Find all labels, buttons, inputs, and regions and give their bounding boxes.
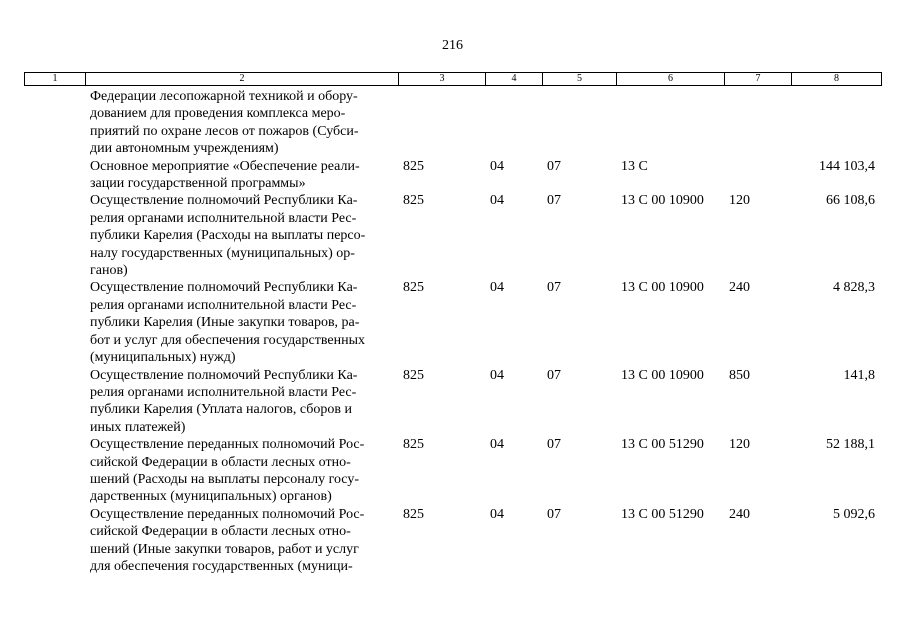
row-amount: 66 108,6 bbox=[826, 193, 875, 209]
column-number-8: 8 bbox=[792, 73, 882, 86]
row-section: 04 bbox=[490, 193, 504, 209]
budget-table-body bbox=[24, 88, 881, 575]
row-subsection: 07 bbox=[547, 193, 561, 209]
row-subsection: 07 bbox=[547, 367, 561, 383]
row-subsection: 07 bbox=[547, 158, 561, 174]
row-ministry-code: 825 bbox=[403, 506, 424, 522]
table-row bbox=[24, 88, 881, 158]
row-target-article: 13 С bbox=[621, 158, 648, 174]
row-ministry-code: 825 bbox=[403, 193, 424, 209]
column-number-1: 1 bbox=[25, 73, 86, 86]
row-expense-type: 120 bbox=[729, 193, 750, 209]
row-description: Осуществление переданных полномочий Рос- сийской Федерации в области лесных отно- шений (Расходы на выплаты персоналу госу- дарственных (муниципальных) органов) bbox=[90, 437, 365, 505]
row-description: Осуществление полномочий Республики Ка- релия органами исполнительной власти Рес- публики Карелия (Уплата налогов, сборов и иных платежей) bbox=[90, 367, 358, 435]
row-target-article: 13 С 00 10900 bbox=[621, 367, 704, 383]
row-amount: 5 092,6 bbox=[833, 506, 875, 522]
table-row bbox=[24, 192, 881, 279]
row-ministry-code: 825 bbox=[403, 280, 424, 296]
row-target-article: 13 С 00 51290 bbox=[621, 506, 704, 522]
row-target-article: 13 С 00 10900 bbox=[621, 280, 704, 296]
row-section: 04 bbox=[490, 437, 504, 453]
row-target-article: 13 С 00 10900 bbox=[621, 193, 704, 209]
row-ministry-code: 825 bbox=[403, 158, 424, 174]
row-section: 04 bbox=[490, 506, 504, 522]
row-expense-type: 120 bbox=[729, 437, 750, 453]
table-row bbox=[24, 367, 881, 437]
row-section: 04 bbox=[490, 367, 504, 383]
row-ministry-code: 825 bbox=[403, 367, 424, 383]
table-row bbox=[24, 436, 881, 506]
row-subsection: 07 bbox=[547, 506, 561, 522]
column-number-5: 5 bbox=[543, 73, 617, 86]
column-number-6: 6 bbox=[617, 73, 725, 86]
column-number-header bbox=[24, 72, 882, 86]
row-section: 04 bbox=[490, 280, 504, 296]
row-subsection: 07 bbox=[547, 280, 561, 296]
row-expense-type: 240 bbox=[729, 506, 750, 522]
row-description: Федерации лесопожарной техникой и обору- дованием для проведения комплекса меро- приятий по охране лесов от пожаров (Субси- дии автономным учреждениям) bbox=[90, 89, 359, 157]
row-description: Основное мероприятие «Обеспечение реали- зации государственной программы» bbox=[90, 158, 360, 192]
column-number-4: 4 bbox=[486, 73, 543, 86]
column-number-2: 2 bbox=[86, 73, 399, 86]
row-amount: 141,8 bbox=[843, 367, 875, 383]
row-amount: 52 188,1 bbox=[826, 437, 875, 453]
column-number-7: 7 bbox=[725, 73, 792, 86]
row-target-article: 13 С 00 51290 bbox=[621, 437, 704, 453]
table-row bbox=[24, 158, 881, 193]
row-amount: 4 828,3 bbox=[833, 280, 875, 296]
row-description: Осуществление полномочий Республики Ка- релия органами исполнительной власти Рес- публики Карелия (Расходы на выплаты персо- налу государственных (муниципальных) ор- ганов) bbox=[90, 193, 366, 279]
row-amount: 144 103,4 bbox=[819, 158, 875, 174]
table-row bbox=[24, 279, 881, 366]
row-expense-type: 240 bbox=[729, 280, 750, 296]
row-expense-type: 850 bbox=[729, 367, 750, 383]
table-row bbox=[24, 506, 881, 576]
row-ministry-code: 825 bbox=[403, 437, 424, 453]
page-number: 216 bbox=[442, 38, 463, 53]
column-number-3: 3 bbox=[399, 73, 486, 86]
row-section: 04 bbox=[490, 158, 504, 174]
row-description: Осуществление переданных полномочий Рос- сийской Федерации в области лесных отно- шений (Иные закупки товаров, работ и услуг для обеспечения государственных (муници- bbox=[90, 506, 365, 574]
row-subsection: 07 bbox=[547, 437, 561, 453]
row-description: Осуществление полномочий Республики Ка- релия органами исполнительной власти Рес- публики Карелия (Иные закупки товаров, ра- бот и услуг для обеспечения государственных (муниципальных) нужд) bbox=[90, 280, 365, 366]
